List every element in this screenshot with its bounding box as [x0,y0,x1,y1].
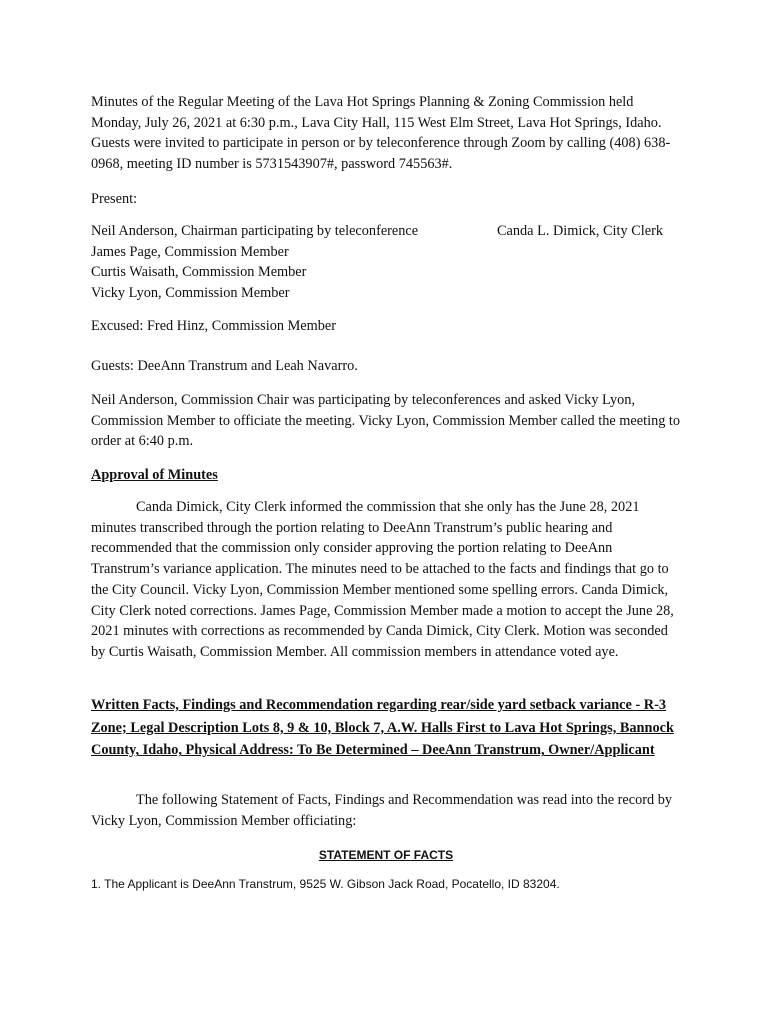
excused-line: Excused: Fred Hinz, Commission Member [91,318,337,334]
fact-item: 1. The Applicant is DeeAnn Transtrum, 9525 W. Gibson Jack Road, Pocatello, ID 83204. [91,877,560,891]
present-label: Present: [91,191,138,207]
present-member: Curtis Waisath, Commission Member [91,264,307,281]
intro-paragraph: Minutes of the Regular Meeting of the Lava Hot Springs Planning & Zoning Commission held Monday, July 26, 2021 at 6:30 p.m., Lava City Hall, 115 West Elm Street, Lava Hot Springs, Idaho. Guests were invited to participate in person or by teleconference through Zoom by calling (408) 638-0968, meeting ID number is 5731543907#, password 745563#. [91,94,671,173]
approval-heading: Approval of Minutes [91,467,218,483]
opening-paragraph: Neil Anderson, Commission Chair was participating by teleconferences and asked Vicky Lyon, Commission Member to officiate the meeting. Vicky Lyon, Commission Member called the meeting to order at 6:40 p.m. [91,392,681,450]
present-member: Neil Anderson, Chairman participating by teleconference [91,223,419,239]
present-member: James Page, Commission Member [91,243,289,260]
approval-paragraph: Canda Dimick, City Clerk informed the commission that she only has the June 28, 2021 minutes transcribed through the portion relating to DeeAnn Transtrum’s public hearing and recommended that the commission only consider approving the portion relating to DeeAnn Transtrum’s variance application. The minutes need to be attached to the facts and findings that go to the City Council. Vicky Lyon, Commission Member mentioned some spelling errors. Canda Dimick, City Clerk noted corrections. James Page, Commission Member made a motion to accept the June 28, 2021 minutes with corrections as recommended by Canda Dimick, City Clerk. Motion was seconded by Curtis Waisath, Commission Member. All commission members in attendance voted aye. [91,499,674,660]
statement-of-facts-heading: STATEMENT OF FACTS [318,848,454,862]
findings-intro: The following Statement of Facts, Findings and Recommendation was read into the record by Vicky Lyon, Commission Member officiating: [91,792,673,829]
present-list [91,221,681,304]
findings-heading: Written Facts, Findings and Recommendation regarding rear/side yard setback variance - R-3 Zone; Legal Description Lots 8, 9 & 10, Block 7, A.W. Halls First to Lava Hot Springs, Bannock County, Idaho, Physical Address: To Be Determined – DeeAnn Transtrum, Owner/Applicant [91,697,674,759]
present-member: Vicky Lyon, Commission Member [91,285,290,302]
present-staff: Canda L. Dimick, City Clerk [497,223,663,239]
guests-line: Guests: DeeAnn Transtrum and Leah Navarro. [91,358,358,374]
